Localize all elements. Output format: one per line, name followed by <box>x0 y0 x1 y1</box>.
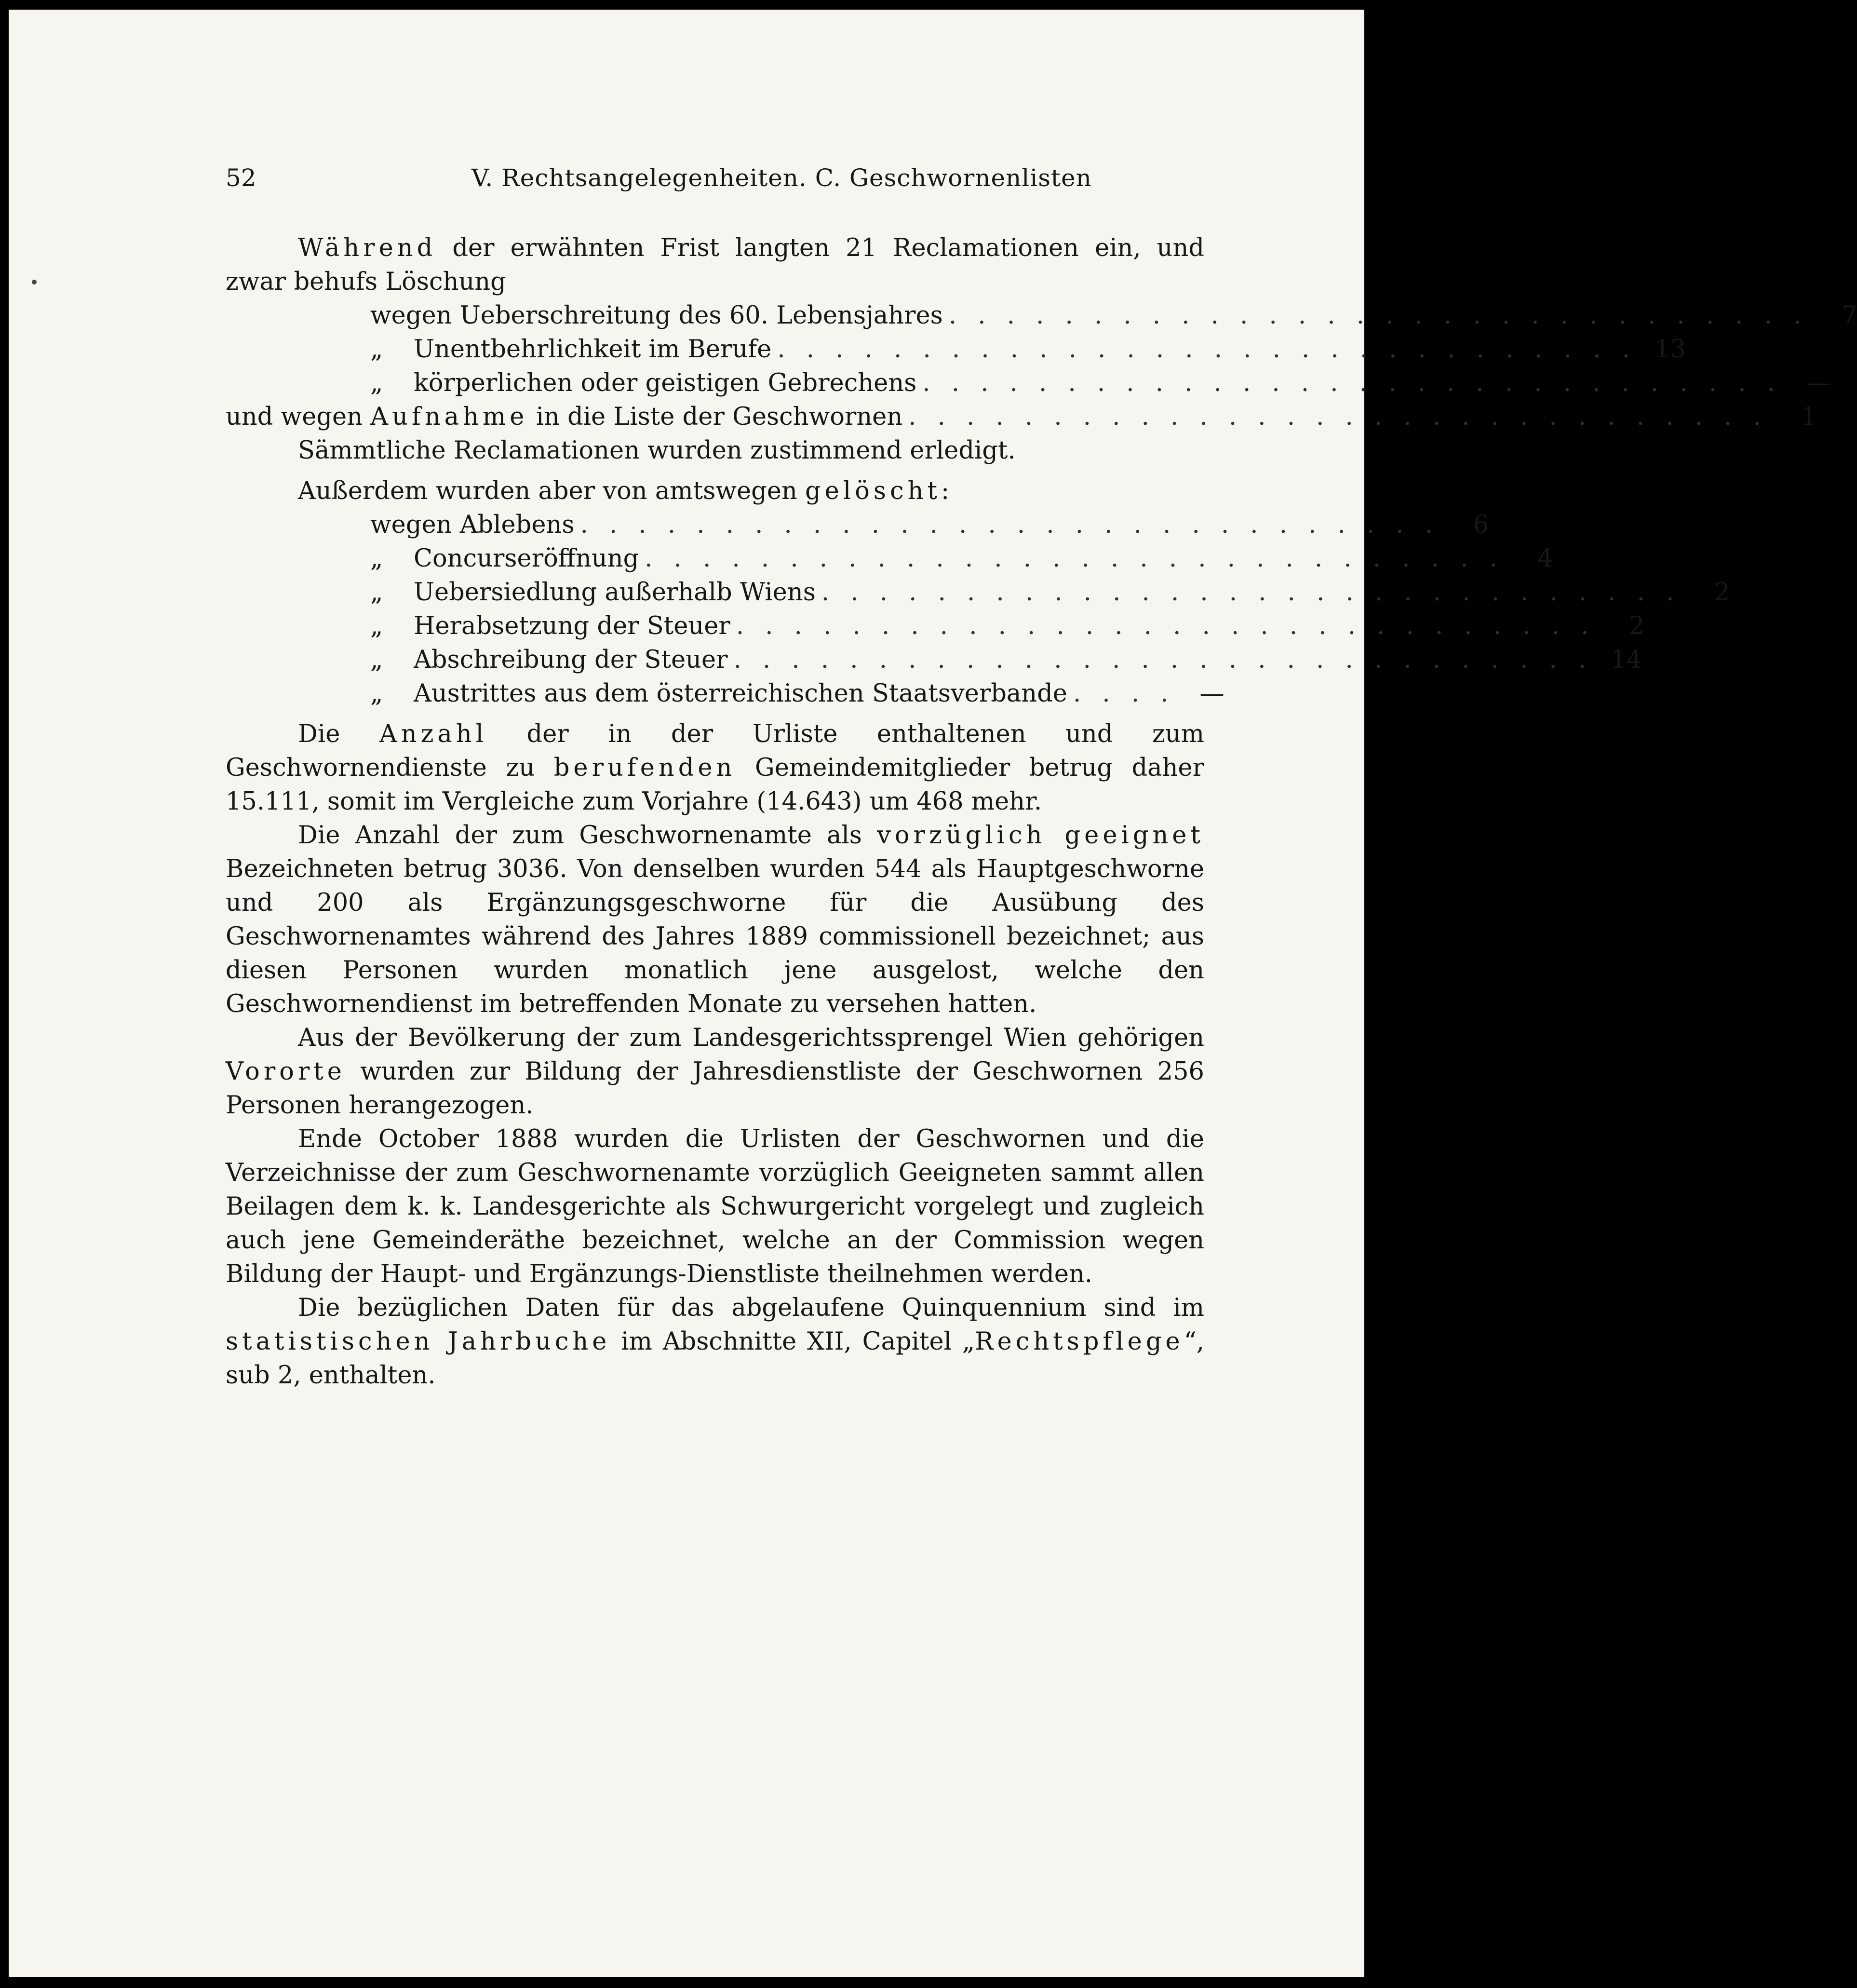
paragraph-october: Ende October 1888 wurden die Urlisten der Geschwornen und die Verzeichnisse der zum Geschwornenamte vorzüglich Geeigneten sammt allen Beilagen dem k. k. Landesgerichte als Schwurgericht vorgelegt und zugleich auch jene Gemeinderäthe bezeichnet, welche an der Commission wegen Bildung der Haupt- und Ergänzungs-Dienstliste theilnehmen werden. <box>226 1125 1204 1288</box>
spaced-word: gelöscht: <box>805 477 954 505</box>
row-value: — <box>1199 679 1225 708</box>
row-prefix: wegen <box>370 511 460 539</box>
row-value: 1 <box>1801 403 1817 431</box>
row-label: Herabsetzung der Steuer <box>414 612 730 640</box>
spaced-word: Anzahl <box>379 720 487 748</box>
row-value: 6 <box>1473 511 1489 539</box>
spaced-word: Aufnahme <box>370 403 528 431</box>
deletion-row <box>226 643 1642 677</box>
leader-dots: . . . . . . . . . . . . . . . . . . . . . . . . . . . . . . <box>733 646 1593 674</box>
paragraph-suburbs: Aus der Bevölkerung der zum Landesgerichtssprengel Wien gehörigen Vororte wurden zur Bildung der Jahresdienstliste der Geschwornen 256 Personen herangezogen. <box>226 1024 1204 1120</box>
row-prefix: „ <box>370 646 383 674</box>
reclamation-row <box>226 299 1857 333</box>
row-value: 13 <box>1654 335 1686 364</box>
leader-dots: . . . . . . . . . . . . . . . . . . . . . . . . . . . . . . <box>948 301 1808 330</box>
row-prefix: „ <box>370 679 383 708</box>
row-prefix: „ <box>370 578 383 607</box>
paragraph-juror-count: Die Anzahl der in der Urliste enthaltenen und zum Geschwornendienste zu berufenden Gemeindemitglieder betrug daher 15.111, somit im Vergleiche zum Vorjahre (14.643) um 468 mehr. <box>226 720 1205 816</box>
row-prefix: „ <box>370 335 383 364</box>
spaced-word: Während <box>298 234 437 262</box>
leader-dots: . . . . . . . . . . . . . . . . . . . . . . . . . . . . . . <box>580 511 1440 539</box>
settled-line: Sämmtliche Reclamationen wurden zustimmend erledigt. <box>298 436 1016 465</box>
leader-dots: . . . . <box>1073 679 1175 708</box>
deletion-list <box>226 508 1730 711</box>
row-label: körperlichen oder geistigen Gebrechens <box>414 369 917 397</box>
page <box>9 10 1857 1977</box>
row-label: Uebersiedlung außerhalb Wiens <box>414 578 816 607</box>
row-value: 7 <box>1841 301 1857 330</box>
reclamation-row <box>226 366 1831 400</box>
leader-dots: . . . . . . . . . . . . . . . . . . . . . . . . . . . . . . <box>777 335 1637 364</box>
paragraph-suitable: Die Anzahl der zum Geschwornenamte als vorzüglich geeignet Bezeichneten betrug 3036. Von denselben wurden 544 als Hauptgeschworne und 200 als Ergänzungsgeschworne für die Ausübung des Geschwornenamtes während des Jahres 1889 commissionell bezeichnet; aus diesen Personen wurden monatlich jene ausgelost, welche den Geschwornendienst im betreffenden Monate zu versehen hatten. <box>226 821 1204 1018</box>
paragraph-statistics: Die bezüglichen Daten für das abgelaufene Quinquennium sind im statistischen Jahrbuche im Abschnitte XII, Capitel „Rechtspflege“, sub 2, enthalten. <box>226 1294 1204 1390</box>
spaced-word: Rechtspflege <box>975 1327 1184 1356</box>
row-value: 4 <box>1537 544 1553 573</box>
intro-paragraph <box>226 231 1204 299</box>
ex-officio-line: Außerdem wurden aber von amtswegen gelöscht: <box>298 477 954 505</box>
intro-text: der erwähnten Frist langten 21 Reclamationen ein, und zwar behufs Löschung <box>226 234 1204 296</box>
deletion-row <box>226 576 1730 609</box>
page-number: 52 <box>226 164 256 192</box>
spaced-word: vorzüglich geeignet <box>877 821 1204 850</box>
row-value: 2 <box>1628 612 1645 640</box>
deletion-row <box>226 542 1553 576</box>
row-label: in die Liste der Geschwornen <box>528 403 903 431</box>
row-label: Unentbehrlichkeit im Berufe <box>414 335 772 364</box>
spaced-word: berufenden <box>553 754 736 782</box>
row-label: Ueberschreitung des 60. Lebensjahres <box>459 301 943 330</box>
row-prefix: „ <box>370 612 383 640</box>
row-prefix: „ <box>370 544 383 573</box>
row-value: 2 <box>1714 578 1730 607</box>
leader-dots: . . . . . . . . . . . . . . . . . . . . . . . . . . . . . . <box>821 578 1681 607</box>
deletion-row <box>226 677 1225 711</box>
leader-dots: . . . . . . . . . . . . . . . . . . . . . . . . . . . . . . <box>922 369 1782 397</box>
row-label: Concurseröffnung <box>414 544 639 573</box>
reclamation-list <box>226 299 1857 434</box>
row-prefix: wegen <box>370 301 460 330</box>
deletion-row <box>226 609 1645 643</box>
row-prefix: „ <box>370 369 383 397</box>
deletion-row <box>226 508 1489 542</box>
row-value: — <box>1806 369 1831 397</box>
row-label: Austrittes aus dem österreichischen Staatsverbande <box>414 679 1067 708</box>
spaced-word: Vororte <box>226 1057 346 1086</box>
row-label: Ablebens <box>459 511 575 539</box>
row-label: Abschreibung der Steuer <box>414 646 728 674</box>
running-title: V. Rechtsangelegenheiten. C. Geschwornenlisten <box>471 164 1092 192</box>
leader-dots: . . . . . . . . . . . . . . . . . . . . . . . . . . . . . . <box>645 544 1504 573</box>
row-prefix: und wegen <box>226 403 371 431</box>
ink-speck <box>32 280 37 284</box>
reclamation-row <box>226 333 1686 366</box>
row-value: 14 <box>1611 646 1642 674</box>
spaced-word: statistischen Jahrbuche <box>226 1327 611 1356</box>
admission-row <box>226 400 1817 434</box>
page-header <box>226 164 1204 203</box>
leader-dots: . . . . . . . . . . . . . . . . . . . . . . . . . . . . . . <box>736 612 1596 640</box>
leader-dots: . . . . . . . . . . . . . . . . . . . . . . . . . . . . . . <box>908 403 1768 431</box>
body-text <box>226 231 1857 1393</box>
